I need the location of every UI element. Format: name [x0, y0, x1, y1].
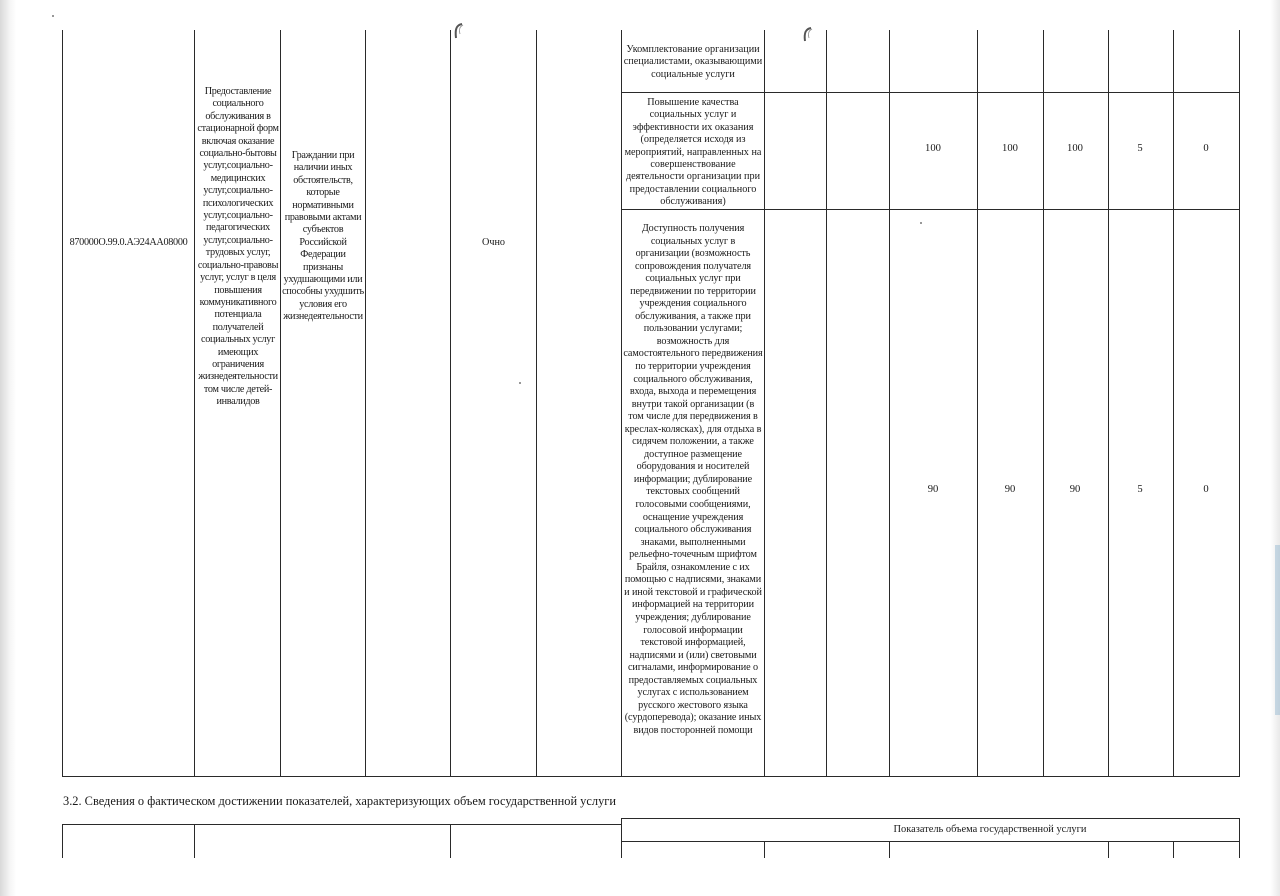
table-vline	[1043, 30, 1044, 777]
value-actual: 90	[1069, 484, 1081, 495]
table-vline	[621, 30, 622, 777]
table-hline	[62, 824, 621, 825]
table-vline	[450, 824, 451, 858]
scan-dot	[519, 382, 521, 384]
table-vline	[450, 30, 451, 777]
recipient-category: Граждании при наличии иных обстоятельств, которые нормативными правовыми актами субъектов Российской Федерации признаны ухудшающими или способны ухудшить условия его жизнедеятельности	[282, 150, 364, 323]
registry-code-cell	[63, 30, 194, 454]
table-vline	[764, 30, 765, 777]
scan-dot	[52, 15, 54, 17]
table-vline	[1239, 30, 1240, 777]
indicator-name-staffing: Укомплектование организации специалистами, оказывающими социальные услуги	[623, 44, 763, 80]
staple-mark-icon	[800, 26, 814, 46]
scan-dot	[920, 222, 922, 224]
table-hline	[621, 818, 1240, 819]
scan-edge-left	[0, 0, 16, 896]
table-vline	[1108, 841, 1109, 858]
table-hline	[621, 92, 1240, 93]
table-vline	[621, 818, 622, 858]
section-title: 3.2. Сведения о фактическом достижении показателей, характеризующих объем государственной услуги	[63, 794, 616, 808]
table-vline	[764, 841, 765, 858]
service-form-cell	[451, 230, 536, 254]
indicator-name-quality: Повышение качества социальных услуг и эффективности их оказания (определяется исходя из мероприятий, направленных на совершенствование деятельности организации при предоставлении социального обслуживания)	[624, 97, 762, 208]
registry-code: 870000О.99.0.АЭ24АА08000	[69, 236, 188, 248]
table-vline	[889, 30, 890, 777]
scan-edge-right	[1270, 0, 1280, 896]
table-hline	[621, 209, 1240, 210]
table-vline	[1173, 30, 1174, 777]
scan-edge-tint	[1275, 545, 1280, 715]
table-vline	[1173, 841, 1174, 858]
table-vline	[826, 30, 827, 777]
table-vline	[194, 824, 195, 858]
table-vline	[977, 30, 978, 777]
value-deviation-exceed: 0	[1203, 143, 1209, 154]
indicator-name-accessibility: Доступность получения социальных услуг в организации (возможность сопровождения получателя социальных услуг при передвижении по территории учреждения социального обслуживания, а также при пользовании услугами; возможность для самостоятельного передвижения по территории учреждения социального обслуживания, входа, выхода и перемещения внутри такой организации (в том числе для передвижения в креслах-колясках), для отдыха в сидячем положении, а также доступное размещение оборудования и носителей информации; дублирование текстовых сообщений голосовыми сообщениями, оснащение учреждения социального обслуживания знаками, выполненными рельефно-точечным шрифтом Брайля, ознакомление с их помощью с надписями, знаками и иной текстовой и графической информацией на территории учреждения; дублирование голосовой информации текстовой информацией, надписями и (или) световыми сигналами, информирование о предоставляемых социальных услугах с использованием русского жестового языка (сурдоперевода); оказание иных видов посторонней помощи	[623, 223, 763, 736]
table-vline	[536, 30, 537, 777]
table-vline	[365, 30, 366, 777]
value-deviation-allowed: 5	[1137, 484, 1143, 495]
volume-indicator-header: Показатель объема государственной услуги	[893, 824, 1087, 835]
service-form: Очно	[481, 236, 506, 248]
value-actual: 100	[1067, 143, 1083, 154]
table-vline	[889, 841, 890, 858]
value-deviation-exceed: 0	[1203, 484, 1209, 495]
table-vline	[1239, 818, 1240, 858]
staple-mark-icon	[452, 22, 466, 42]
table-bottom-border	[62, 776, 1240, 777]
table-hline	[621, 841, 1240, 842]
value-approved: 90	[927, 484, 939, 495]
value-deviation-allowed: 5	[1137, 143, 1143, 154]
value-approved: 100	[925, 143, 941, 154]
table-vline	[1108, 30, 1109, 777]
value-actual: 100	[1002, 143, 1018, 154]
value-actual: 90	[1004, 484, 1016, 495]
service-content: Предоставление социального обслуживания в стационарной форм включая оказание социально-бытовы услуг,социально-медицинских услуг,социально-психологических услуг,социально-педагогических услуг,социально-трудовых услуг, социально-правовы услуг, услуг в целя повышения коммуникативного потенциала получателей социальных услуг имеющих ограничения жизнедеятельности том числе детей-инвалидов	[197, 86, 279, 408]
table-vline	[62, 824, 63, 858]
